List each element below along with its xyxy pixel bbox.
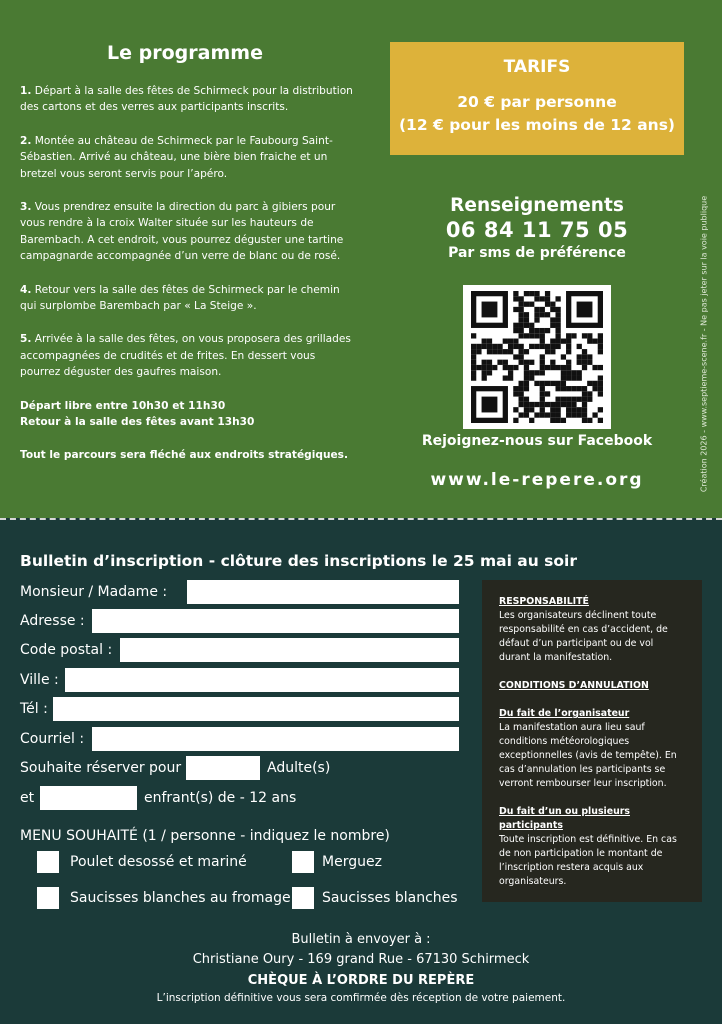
- label-saucisses-blanches: Saucisses blanches: [322, 890, 458, 906]
- souhaite-label: Souhaite réserver pour: [20, 760, 182, 776]
- courriel-label: Courriel :: [20, 731, 85, 747]
- courriel-field[interactable]: [92, 727, 459, 751]
- website-link[interactable]: www.le-repere.org: [430, 470, 644, 490]
- qr-code-icon[interactable]: [463, 285, 611, 429]
- label-saucisses-fromage: Saucisses blanches au fromage: [70, 890, 291, 906]
- annul-title: CONDITIONS D’ANNULATION: [499, 680, 649, 691]
- form-title: Bulletin d’inscription - clôture des inscriptions le 25 mai au soir: [20, 552, 578, 570]
- part-text: Toute inscription est définitive. En cas de non participation le montant de l’inscription restera acquis aux organisateurs.: [499, 834, 677, 887]
- credit-text: Création 2026 - www.septieme-scene.fr - Ne pas jeter sur la voie publique: [699, 195, 709, 493]
- step-2: 2. Montée au château de Schirmeck par le Faubourg Saint-Sébastien. Arrivé au château, une bière bien fraiche et un bretzel vous seront servis pour l’apéro.: [20, 134, 333, 180]
- depart-text: Départ libre entre 10h30 et 11h30: [20, 399, 226, 412]
- renseignements-title: Renseignements: [450, 195, 624, 216]
- footer-address: Christiane Oury - 169 grand Rue - 67130 Schirmeck: [192, 952, 530, 967]
- checkbox-saucisses-blanches[interactable]: [292, 887, 314, 909]
- enfants-label: enfrant(s) de - 12 ans: [144, 790, 297, 806]
- checkbox-poulet[interactable]: [37, 851, 59, 873]
- orga-text: La manifestation aura lieu sauf conditions météorologiques exceptionnelles (avis de tempête). En cas d’annulation les participants se verront rembourser leur inscription.: [499, 722, 677, 789]
- code-postal-field[interactable]: [120, 638, 459, 662]
- retour-text: Retour à la salle des fêtes avant 13h30: [20, 416, 255, 429]
- resp-text: Les organisateurs déclinent toute responsabilité en cas d’accident, de défaut d’un participant ou de vol durant la manifestation.: [499, 610, 668, 663]
- step-5: 5. Arrivée à la salle des fêtes, on vous proposera des grillades accompagnées de crudités et de frites. En dessert vous pourrez déguster des gaufres maison.: [20, 333, 351, 379]
- adultes-field[interactable]: [186, 756, 260, 780]
- resp-title: RESPONSABILITÉ: [499, 596, 589, 607]
- step-3: 3. Vous prendrez ensuite la direction du parc à gibiers pour vous rendre à la croix Walter située sur les hauteurs de Barembach. A cet endroit, vous pourrez déguster une tartine campagnarde accompagnée d’un verre de blanc ou de rosé.: [20, 201, 344, 263]
- et-label: et: [20, 790, 35, 806]
- tel-field[interactable]: [53, 697, 459, 721]
- ville-label: Ville :: [20, 672, 59, 688]
- label-merguez: Merguez: [322, 854, 382, 870]
- adultes-label: Adulte(s): [267, 760, 331, 776]
- menu-title: MENU SOUHAITÉ (1 / personne - indiquez le nombre): [20, 828, 390, 844]
- orga-title: Du fait de l’organisateur: [499, 708, 630, 719]
- conditions-box: [482, 580, 702, 902]
- step-1: 1. Départ à la salle des fêtes de Schirmeck pour la distribution des cartons et des verres aux participants inscrits.: [20, 85, 353, 114]
- facebook-link[interactable]: Rejoignez-nous sur Facebook: [421, 433, 653, 449]
- renseignements: [390, 195, 684, 261]
- checkbox-merguez[interactable]: [292, 851, 314, 873]
- label-poulet: Poulet desossé et mariné: [70, 854, 247, 870]
- footer-confirmation: L’inscription définitive vous sera comfirmée dès réception de votre paiement.: [156, 992, 566, 1004]
- adresse-label: Adresse :: [20, 613, 85, 629]
- parcours-text: Tout le parcours sera fléché aux endroits stratégiques.: [20, 448, 349, 461]
- step-4: 4. Retour vers la salle des fêtes de Schirmeck par le chemin qui surplombe Barembach par « La Steige ».: [20, 283, 340, 313]
- phone-number: 06 84 11 75 05: [445, 218, 629, 242]
- checkbox-saucisses-fromage[interactable]: [37, 887, 59, 909]
- sms-note: Par sms de préférence: [448, 245, 626, 261]
- adresse-field[interactable]: [92, 609, 459, 633]
- footer-cheque: CHÈQUE À L’ORDRE DU REPÈRE: [247, 973, 475, 988]
- code-postal-label: Code postal :: [20, 642, 113, 658]
- tarifs-prices: 20 € par personne (12 € pour les moins de 12 ans): [398, 93, 676, 134]
- ville-field[interactable]: [65, 668, 459, 692]
- programme-steps: [20, 83, 355, 463]
- tarifs-box: [390, 42, 684, 155]
- civilite-field[interactable]: [187, 580, 459, 604]
- tarifs-title: TARIFS: [503, 57, 571, 77]
- programme-title: Le programme: [107, 42, 263, 64]
- part-title: Du fait d’un ou plusieurs participants: [499, 806, 630, 831]
- tel-label: Tél :: [20, 701, 48, 717]
- enfants-field[interactable]: [40, 786, 137, 810]
- footer-line-1: Bulletin à envoyer à :: [291, 932, 431, 947]
- cut-line: [0, 518, 722, 520]
- civilite-label: Monsieur / Madame :: [20, 584, 168, 600]
